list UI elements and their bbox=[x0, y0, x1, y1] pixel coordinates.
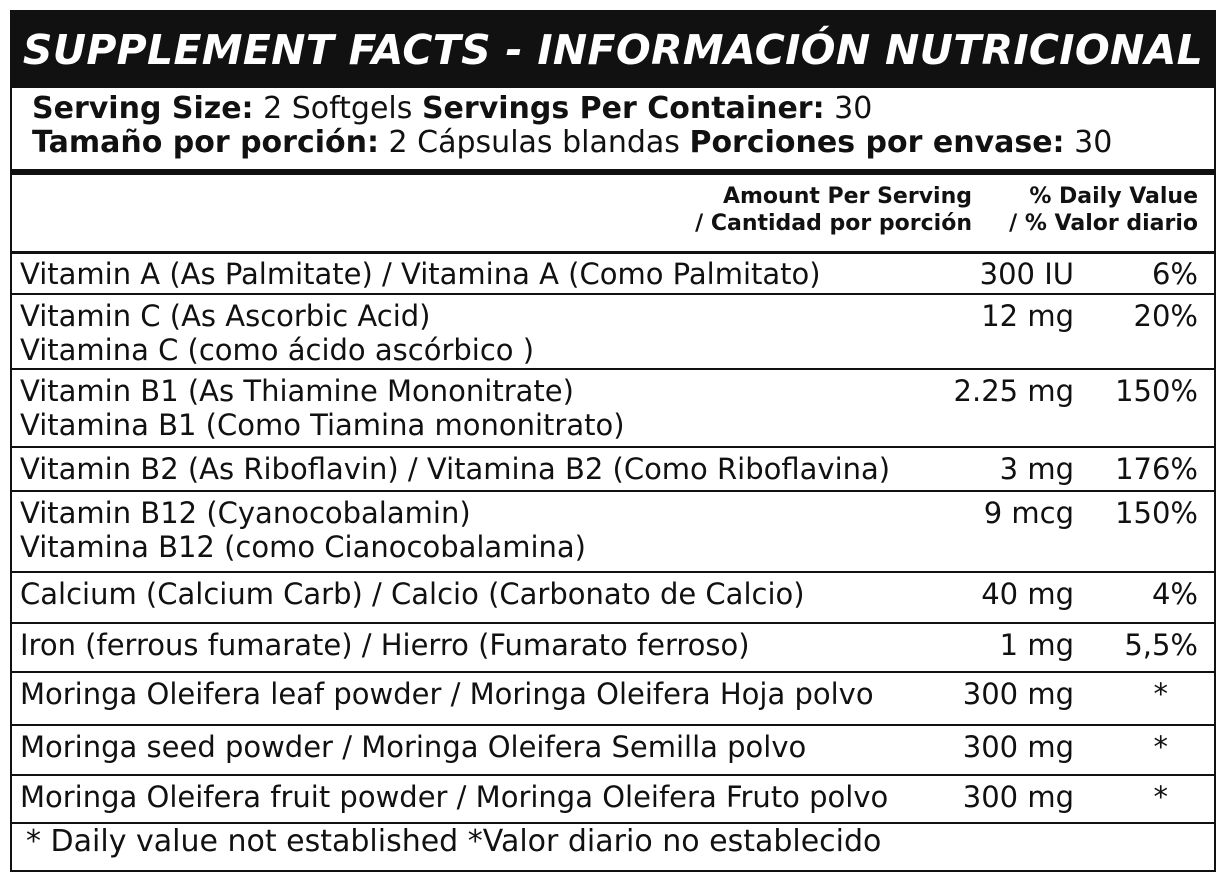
tamano-value: 2 Cápsulas blandas bbox=[388, 125, 680, 160]
nutrient-daily-value: 4% bbox=[1151, 577, 1198, 611]
nutrient-amount: 300 IU bbox=[979, 257, 1074, 291]
nutrient-name-line1: Iron (ferrous fumarate) / Hierro (Fumarato ferroso) bbox=[20, 628, 750, 662]
nutrient-name bbox=[20, 257, 821, 291]
nutrient-amount: 40 mg bbox=[981, 577, 1074, 611]
nutrient-row bbox=[12, 253, 1214, 293]
nutrient-daily-value: 20% bbox=[1133, 299, 1198, 333]
nutrient-name bbox=[20, 452, 890, 486]
nutrient-name bbox=[20, 496, 586, 564]
nutrient-row bbox=[12, 673, 1214, 724]
amount-header-line2: / Cantidad por porción bbox=[695, 211, 972, 236]
nutrient-row bbox=[12, 448, 1214, 490]
nutrient-amount: 12 mg bbox=[981, 299, 1074, 333]
nutrient-name bbox=[20, 374, 625, 442]
supplement-facts-panel bbox=[10, 10, 1216, 872]
footnote: * Daily value not established *Valor diario no establecido bbox=[26, 824, 882, 859]
amount-header bbox=[695, 183, 972, 237]
porciones-label: Porciones por envase: bbox=[689, 125, 1065, 160]
nutrient-daily-value: 150% bbox=[1115, 496, 1198, 530]
nutrient-daily-value: 150% bbox=[1115, 374, 1198, 408]
nutrient-name bbox=[20, 577, 805, 611]
serving-line-en bbox=[32, 92, 1202, 126]
nutrient-row bbox=[12, 726, 1214, 774]
nutrient-name-line1: Vitamin B1 (As Thiamine Mononitrate) bbox=[20, 374, 574, 408]
servings-per-container-value: 30 bbox=[834, 91, 873, 126]
nutrient-row bbox=[12, 492, 1214, 571]
serving-size-label: Serving Size: bbox=[32, 91, 254, 126]
nutrient-name bbox=[20, 730, 806, 764]
nutrient-amount: 300 mg bbox=[962, 780, 1074, 814]
nutrient-row bbox=[12, 776, 1214, 822]
nutrient-daily-value: 6% bbox=[1151, 257, 1198, 291]
nutrient-amount: 300 mg bbox=[962, 730, 1074, 764]
dv-header-line1: % Daily Value bbox=[1029, 184, 1198, 209]
serving-size-value: 2 Softgels bbox=[263, 91, 413, 126]
dv-header-line2: / % Valor diario bbox=[1009, 211, 1198, 236]
nutrient-name-line1: Vitamin A (As Palmitate) / Vitamina A (Como Palmitato) bbox=[20, 257, 821, 291]
tamano-label: Tamaño por porción: bbox=[32, 125, 379, 160]
serving-line-es bbox=[32, 126, 1202, 160]
porciones-value: 30 bbox=[1074, 125, 1113, 160]
nutrient-row bbox=[12, 295, 1214, 368]
nutrient-name-line1: Moringa seed powder / Moringa Oleifera Semilla polvo bbox=[20, 730, 807, 764]
nutrient-amount: 3 mg bbox=[999, 452, 1074, 486]
nutrient-name-line1: Vitamin B2 (As Riboflavin) / Vitamina B2 (Como Riboflavina) bbox=[20, 452, 891, 486]
nutrient-name-line2: Vitamina B1 (Como Tiamina mononitrato) bbox=[20, 408, 625, 442]
nutrient-name-line2: Vitamina C (como ácido ascórbico ) bbox=[20, 333, 535, 367]
nutrient-row bbox=[12, 624, 1214, 671]
nutrient-row bbox=[12, 370, 1214, 446]
daily-value-header bbox=[1009, 183, 1198, 237]
nutrient-name-line2: Vitamina B12 (como Cianocobalamina) bbox=[20, 530, 586, 564]
nutrient-name-line1: Vitamin B12 (Cyanocobalamin) bbox=[20, 496, 471, 530]
nutrient-name-line1: Moringa Oleifera leaf powder / Moringa Oleifera Hoja polvo bbox=[20, 677, 874, 711]
nutrient-name bbox=[20, 299, 534, 367]
nutrient-amount: 2.25 mg bbox=[953, 374, 1074, 408]
nutrient-name-line1: Vitamin C (As Ascorbic Acid) bbox=[20, 299, 431, 333]
nutrient-daily-value: * bbox=[1153, 730, 1168, 764]
nutrient-name bbox=[20, 677, 874, 711]
servings-per-container-label: Servings Per Container: bbox=[421, 91, 825, 126]
nutrient-amount: 9 mcg bbox=[983, 496, 1074, 530]
nutrient-row bbox=[12, 573, 1214, 622]
nutrient-daily-value: 176% bbox=[1115, 452, 1198, 486]
amount-header-line1: Amount Per Serving bbox=[722, 184, 972, 209]
nutrient-name-line1: Calcium (Calcium Carb) / Calcio (Carbonato de Calcio) bbox=[20, 577, 805, 611]
nutrient-amount: 300 mg bbox=[962, 677, 1074, 711]
nutrient-daily-value: * bbox=[1153, 677, 1168, 711]
nutrient-name bbox=[20, 780, 888, 814]
nutrient-name bbox=[20, 628, 750, 662]
panel-title: SUPPLEMENT FACTS - INFORMACIÓN NUTRICIONAL bbox=[12, 12, 1214, 88]
nutrient-daily-value: 5,5% bbox=[1124, 628, 1198, 662]
nutrient-daily-value: * bbox=[1153, 780, 1168, 814]
nutrient-name-line1: Moringa Oleifera fruit powder / Moringa Oleifera Fruto polvo bbox=[20, 780, 889, 814]
nutrient-amount: 1 mg bbox=[999, 628, 1074, 662]
column-headers bbox=[12, 175, 1214, 241]
serving-info bbox=[32, 92, 1202, 160]
